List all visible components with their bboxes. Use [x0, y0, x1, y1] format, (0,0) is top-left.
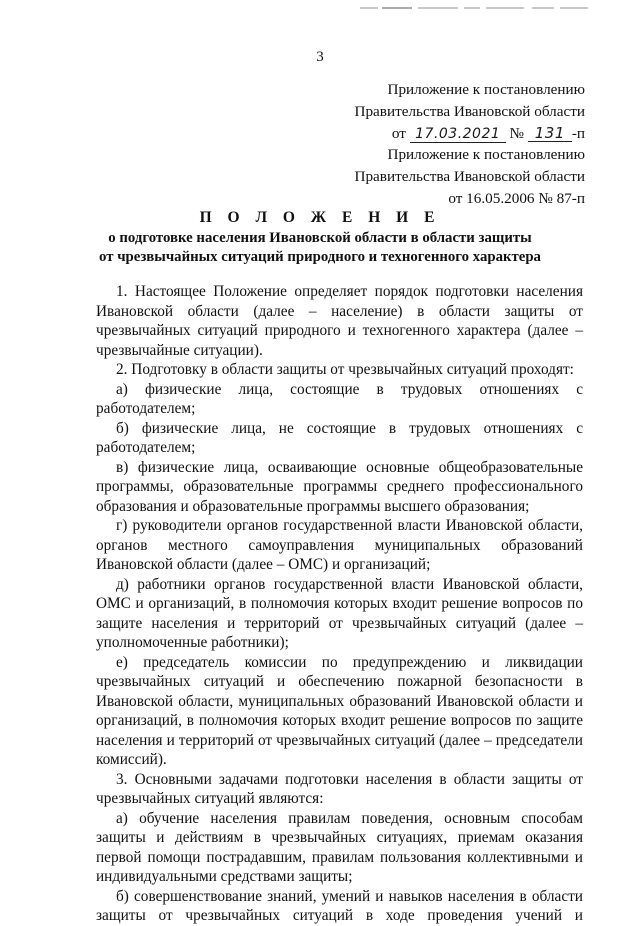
paragraph-2v: в) физические лица, осваивающие основные общеобразовательные программы, образовательные программы среднего профессионального образования и образовательные программы высшего образования;	[96, 458, 583, 515]
handwritten-number: 131	[528, 125, 572, 142]
date-prefix: от	[391, 125, 406, 142]
number-suffix: -п	[571, 125, 585, 142]
appendix-line-2: Правительства Ивановской области	[354, 103, 585, 120]
paragraph-1: 1. Настоящее Положение определяет порядок подготовки населения Ивановской области (далее – население) в области защиты от чрезвычайных ситуаций природного и техногенного характера (далее – чрезвычайные ситуации).	[96, 283, 583, 359]
document-title: П О Л О Ж Е Н И Е	[199, 209, 441, 226]
appendix-date-line	[355, 123, 586, 145]
paragraph-3: 3. Основными задачами подготовки населения в области защиты от чрезвычайных ситуаций являются:	[96, 770, 583, 807]
paragraph-2e: е) председатель комиссии по предупреждению и ликвидации чрезвычайных ситуаций и обеспечению пожарной безопасности в Ивановской области, муниципальных образований Ивановской области и организаций, в полномочия которых входит решение вопросов по защите населения и территорий от чрезвычайных ситуаций (далее – председатели комиссий).	[96, 653, 583, 768]
appendix-old-line-3: от 16.05.2006 № 87-п	[448, 190, 585, 207]
appendix-header-old	[355, 144, 586, 210]
appendix-header-new	[355, 79, 586, 145]
paragraph-2: 2. Подготовку в области защиты от чрезвычайных ситуаций проходят:	[116, 361, 574, 378]
subtitle-line-2: от чрезвычайных ситуаций природного и техногенного характера	[99, 249, 541, 265]
paragraph-2d: д) работники органов государственной власти Ивановской области, ОМС и организаций, в полномочия которых входит решение вопросов по защите населения и территорий от чрезвычайных ситуаций (далее – уполномоченные работники);	[96, 575, 583, 651]
document-body	[96, 282, 583, 926]
scan-artifact	[360, 7, 590, 10]
paragraph-3a: а) обучение населения правилам поведения, основным способам защиты и действиям в чрезвычайных ситуациях, приемам оказания первой помощи пострадавшим, правилам пользования коллективными и индивидуальными средствами защиты;	[96, 809, 583, 885]
handwritten-date: 17.03.2021	[410, 126, 506, 143]
paragraph-2g: г) руководители органов государственной власти Ивановской области, органов местного самоуправления муниципальных образований Ивановской области (далее – ОМС) и организаций;	[96, 517, 583, 573]
paragraph-2b: б) физические лица, не состоящие в трудовых отношениях с работодателем;	[96, 419, 583, 456]
subtitle-line-1: о подготовке населения Ивановской области в области защиты	[108, 230, 532, 246]
appendix-old-line-1: Приложение к постановлению	[387, 146, 585, 163]
paragraph-2a: а) физические лица, состоящие в трудовых отношениях с работодателем;	[96, 380, 583, 417]
page-number: 3	[316, 49, 324, 65]
appendix-line-1: Приложение к постановлению	[387, 81, 585, 98]
document-subtitle	[0, 229, 640, 267]
paragraph-3b: б) совершенствование знаний, умений и навыков населения в области защиты от чрезвычайных ситуаций в ходе проведения учений и	[96, 887, 583, 924]
appendix-old-line-2: Правительства Ивановской области	[354, 168, 585, 185]
number-sign: №	[509, 125, 525, 142]
